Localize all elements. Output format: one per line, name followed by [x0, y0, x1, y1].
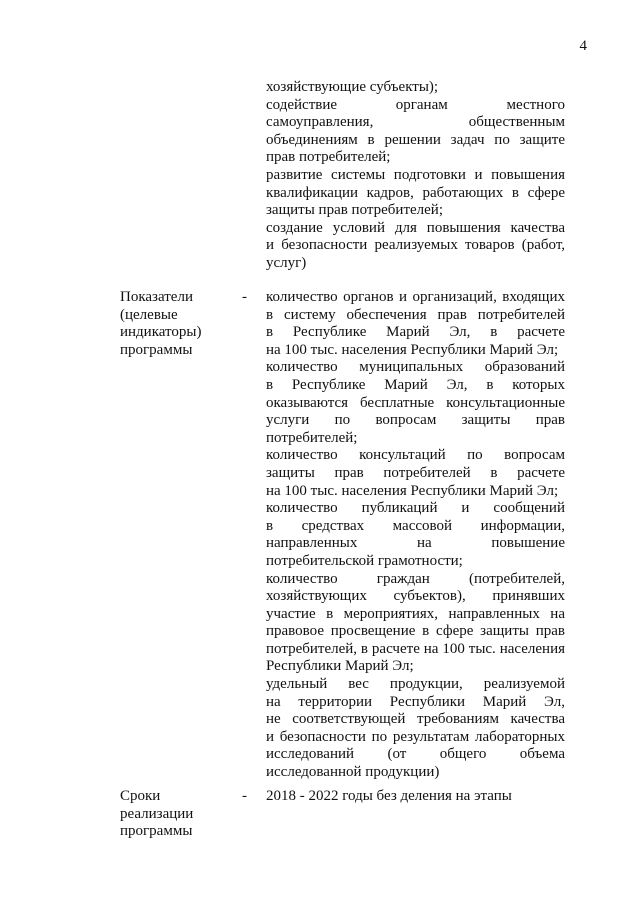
indicator-line: в систему обеспечения прав потребителей — [266, 306, 565, 323]
label-line: реализации — [120, 805, 194, 822]
indicator-line: удельный вес продукции, реализуемой — [266, 676, 565, 693]
terms-text — [266, 788, 565, 806]
indicator-line: количество органов и организаций, входящих — [266, 289, 565, 305]
label-line: Показатели — [120, 289, 193, 305]
text-line: создание условий для повышения качества — [266, 219, 565, 236]
text-line: содействие органам местного — [266, 96, 565, 113]
text-line: развитие системы подготовки и повышения — [266, 166, 565, 183]
indicators-label — [120, 289, 230, 359]
text-line: защиты прав потребителей; — [266, 202, 443, 219]
indicator-line: количество граждан (потребителей, — [266, 570, 565, 587]
text-line: квалификации кадров, работающих в сфере — [266, 184, 565, 201]
indicator-line: не соответствующей требованиям качества — [266, 711, 565, 728]
indicator-line: количество муниципальных образований — [266, 359, 565, 376]
intro-text — [266, 79, 565, 273]
indicators-list — [266, 289, 565, 782]
label-line: программы — [120, 823, 193, 840]
text-line: и безопасности реализуемых товаров (работ, — [266, 237, 565, 254]
indicators-dash: - — [242, 289, 247, 305]
terms-dash: - — [242, 788, 247, 804]
indicator-line: на территории Республики Марий Эл, — [266, 693, 565, 710]
indicator-line: в Республике Марий Эл, в которых — [266, 376, 565, 393]
terms-label — [120, 788, 230, 841]
label-line: (целевые — [120, 306, 178, 323]
indicator-line: потребительской грамотности; — [266, 552, 463, 569]
text-line: услуг) — [266, 254, 307, 271]
terms-line: 2018 - 2022 годы без деления на этапы — [266, 788, 512, 804]
text-line: объединениям в решении задач по защите — [266, 131, 565, 148]
indicator-line: в Республике Марий Эл, в расчете — [266, 324, 565, 341]
label-line: Сроки — [120, 788, 161, 804]
text-line: самоуправления, общественным — [266, 114, 565, 131]
indicator-line: в средствах массовой информации, — [266, 517, 565, 534]
indicator-line: потребителей, в расчете на 100 тыс. населения — [266, 640, 565, 657]
indicator-line: количество публикаций и сообщений — [266, 500, 565, 517]
indicator-line: исследований (от общего объема — [266, 746, 565, 763]
indicator-line: количество консультаций по вопросам — [266, 447, 565, 464]
label-line: индикаторы) — [120, 324, 202, 341]
indicator-line: участие в мероприятиях, направленных на — [266, 605, 565, 622]
indicator-line: исследованной продукции) — [266, 764, 440, 781]
indicator-line: хозяйствующих субъектов), принявших — [266, 588, 565, 605]
text-line: прав потребителей; — [266, 149, 391, 166]
indicator-line: оказываются бесплатные консультационные — [266, 394, 565, 411]
indicator-line: защиты прав потребителей в расчете — [266, 464, 565, 481]
indicator-line: на 100 тыс. населения Республики Марий Эл; — [266, 341, 559, 358]
indicator-line: услуги по вопросам защиты прав — [266, 412, 565, 429]
indicator-line: правовое просвещение в сфере защиты прав — [266, 623, 565, 640]
page-number: 4 — [579, 38, 587, 54]
indicator-line: Республики Марий Эл; — [266, 658, 414, 675]
indicator-line: потребителей; — [266, 429, 358, 446]
indicator-line: направленных на повышение — [266, 535, 565, 552]
indicator-line: на 100 тыс. населения Республики Марий Эл; — [266, 482, 559, 499]
text-line: хозяйствующие субъекты); — [266, 79, 439, 95]
label-line: программы — [120, 341, 193, 358]
indicator-line: и безопасности по результатам лабораторных — [266, 728, 565, 745]
